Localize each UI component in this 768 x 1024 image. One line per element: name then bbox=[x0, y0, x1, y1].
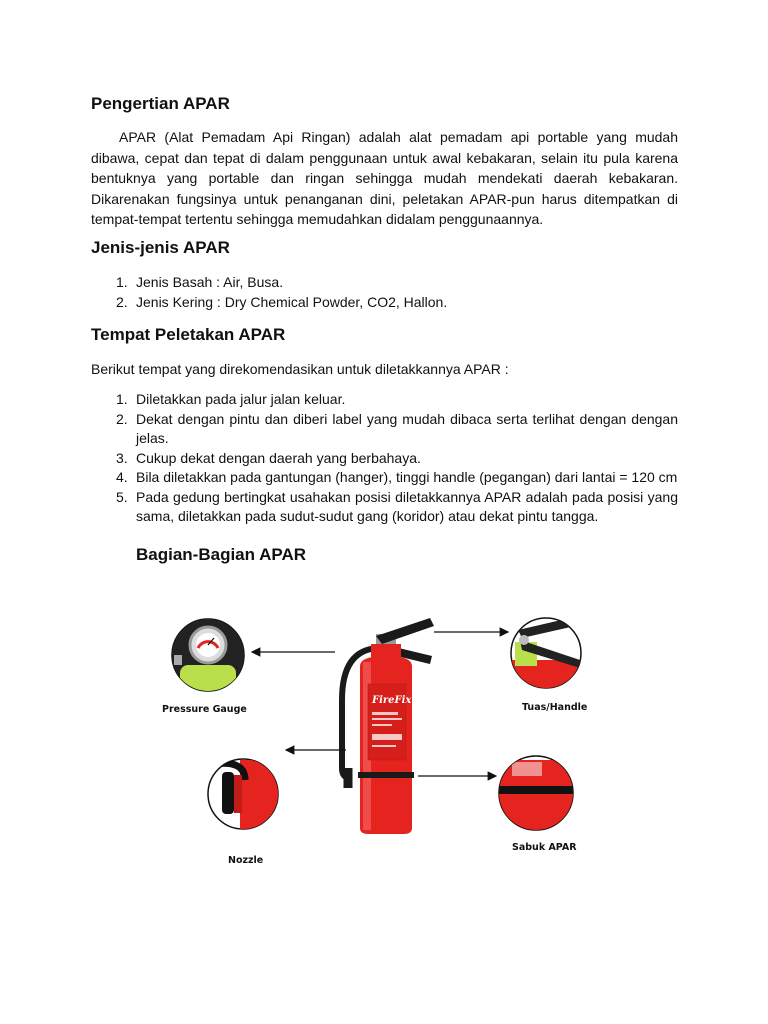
list-item bbox=[116, 468, 678, 488]
list-item bbox=[116, 449, 678, 469]
list-number: 2. bbox=[116, 410, 128, 427]
label-pressure-gauge: Pressure Gauge bbox=[162, 704, 247, 715]
list-item bbox=[116, 410, 678, 449]
list-text: Jenis Basah : Air, Busa. bbox=[136, 274, 284, 290]
list-tempat bbox=[116, 390, 678, 527]
label-belt: Sabuk APAR bbox=[512, 842, 577, 853]
list-text: Dekat dengan pintu dan diberi label yang mudah dibaca serta terlihat dengan dengan jelas. bbox=[136, 410, 678, 446]
pressure-gauge-detail bbox=[170, 610, 250, 710]
label-nozzle: Nozzle bbox=[228, 855, 264, 866]
list-text: Cukup dekat dengan daerah yang berbahaya. bbox=[136, 449, 421, 466]
list-item bbox=[116, 273, 678, 293]
list-number: 1. bbox=[116, 391, 128, 407]
extinguisher-illustration bbox=[150, 600, 600, 880]
brand-logo: FireFix bbox=[372, 695, 412, 706]
list-item bbox=[116, 293, 678, 313]
label-handle: Tuas/Handle bbox=[522, 702, 588, 713]
list-number: 3. bbox=[116, 449, 128, 466]
fire-extinguisher bbox=[342, 618, 434, 834]
heading-tempat: Tempat Peletakan APAR bbox=[91, 325, 286, 344]
intro-tempat: Berikut tempat yang direkomendasikan untuk diletakkannya APAR : bbox=[91, 361, 509, 377]
list-text: Bila diletakkan pada gantungan (hanger), tinggi handle (pegangan) dari lantai = 120 cm bbox=[136, 469, 678, 485]
list-number: 4. bbox=[116, 469, 128, 485]
list-item bbox=[116, 390, 678, 410]
list-number: 1. bbox=[116, 274, 128, 290]
paragraph-pengertian: APAR (Alat Pemadam Api Ringan) adalah alat pemadam api portable yang mudah dibawa, cepat dan tepat di dalam penggunaan untuk awal kebakaran, selain itu pula karena bentuknya yang portable dan ringan sehingga mudah mendekati daerah kebakaran. Dikarenakan fungsinya untuk penanganan dini, peletakan APAR-pun harus ditempatkan di tempat-tempat tertentu sehingga memudahkan didalam penggunaannya. bbox=[91, 129, 678, 227]
heading-bagian: Bagian-Bagian APAR bbox=[136, 545, 307, 564]
heading-pengertian: Pengertian APAR bbox=[91, 94, 230, 113]
list-text: Pada gedung bertingkat usahakan posisi diletakkannya APAR adalah pada posisi yang sama, diletakkan pada sudut-sudut gang (koridor) atau dekat pintu tangga. bbox=[136, 488, 678, 524]
heading-jenis: Jenis-jenis APAR bbox=[91, 238, 230, 257]
list-text: Jenis Kering : Dry Chemical Powder, CO2, Hallon. bbox=[136, 293, 448, 310]
list-number: 2. bbox=[116, 293, 128, 310]
list-jenis bbox=[116, 273, 678, 312]
list-item bbox=[116, 488, 678, 527]
list-text: Diletakkan pada jalur jalan keluar. bbox=[136, 391, 346, 407]
nozzle-detail bbox=[208, 759, 290, 840]
list-number: 5. bbox=[116, 488, 128, 505]
extinguisher-diagram bbox=[150, 600, 600, 880]
handle-detail bbox=[510, 618, 585, 700]
belt-detail bbox=[499, 756, 574, 840]
